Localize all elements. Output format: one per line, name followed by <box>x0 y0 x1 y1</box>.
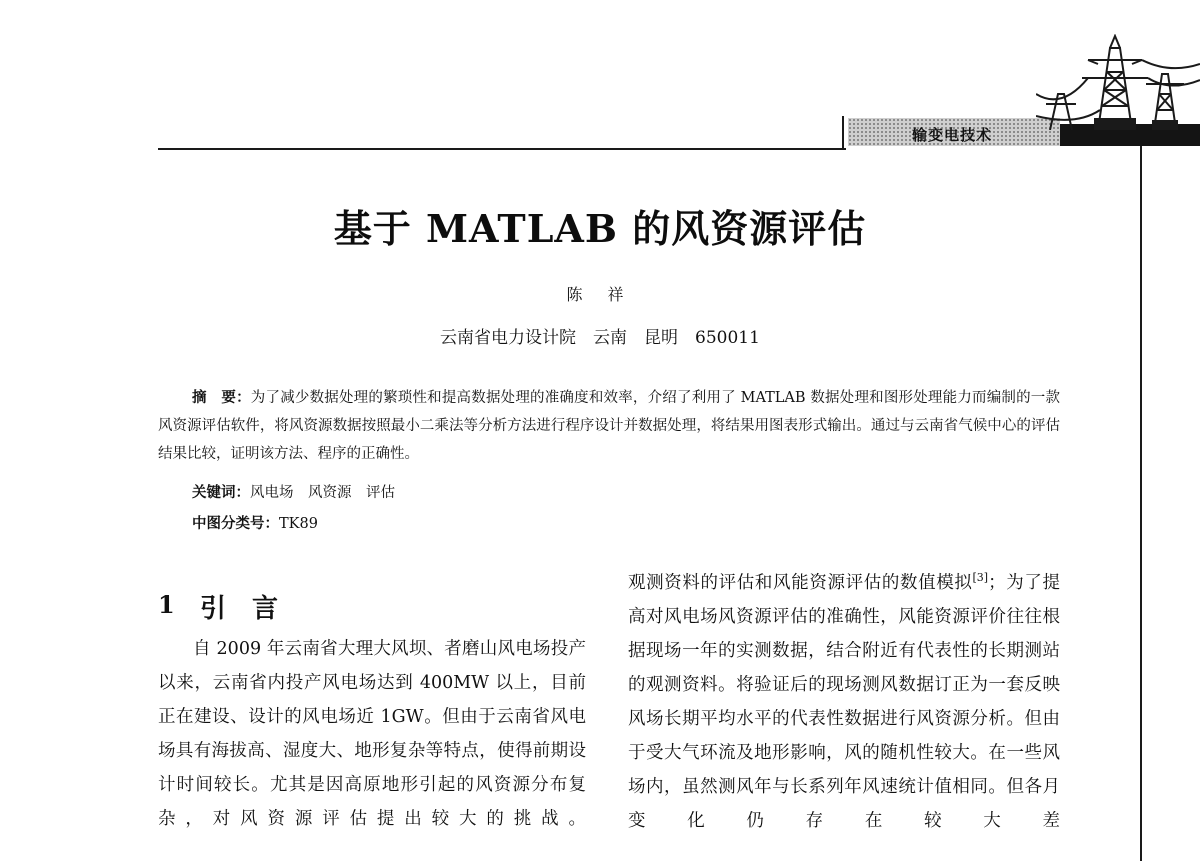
body-left-column <box>158 632 586 836</box>
intro-paragraph: 自 2009 年云南省大理大风坝、者磨山风电场投产以来，云南省内投产风电场达到 400MW 以上，目前正在建设、设计的风电场近 1GW。但由于云南省风电场具有海拔高、湿度大、地形复杂等特点，使得前期设计时间较长。尤其是因高原地形引起的风资源分布复杂，对风资源评估提出较大的挑战。 <box>158 639 586 829</box>
abstract-label: 摘 要： <box>192 390 251 406</box>
header-rule <box>158 148 846 150</box>
section-title: 引言 <box>200 594 305 624</box>
classification <box>192 512 318 533</box>
classification-label: 中图分类号： <box>192 516 279 532</box>
author-name: 陈 祥 <box>566 285 634 304</box>
keywords <box>192 481 395 502</box>
page-right-rule <box>1140 146 1142 861</box>
header-section-label: 输变电技术 <box>912 126 993 144</box>
right-text-part2: ；为了提高对风电场风资源评估的准确性，风能资源评价往往根据现场一年的实测数据，结合附近有代表性的长期测站的观测资料。将验证后的现场测风数据订正为一套反映风场长期平均水平的代表性数据进行风资源分析。但由于受大气环流及地形影响，风的随机性较大。在一些风场内，虽然测风年与长系列年风速统计值相同。但各月变化仍存在较大差 <box>628 573 1061 831</box>
keywords-text: 风电场 风资源 评估 <box>250 485 395 501</box>
classification-text: TK89 <box>279 516 318 532</box>
right-text-part1: 观测资料的评估和风能资源评估的数值模拟 <box>628 573 973 593</box>
citation-ref: [3] <box>972 571 989 585</box>
section-number: 1 <box>158 590 175 619</box>
paper-title: 基于 MATLAB 的风资源评估 <box>333 206 867 251</box>
keywords-label: 关键词： <box>192 485 250 501</box>
abstract-text: 为了减少数据处理的繁琐性和提高数据处理的准确度和效率，介绍了利用了 MATLAB 数据处理和图形处理能力而编制的一款风资源评估软件，将风资源数据按照最小二乘法等分析方法进行程序设计并数据处理，将结果用图表形式输出。通过与云南省气候中心的评估结果比较，证明该方法、程序的正确性。 <box>158 390 1061 462</box>
power-tower-icon <box>1036 34 1200 130</box>
abstract <box>158 384 1060 468</box>
author-affiliation: 云南省电力设计院 云南 昆明 650011 <box>440 328 760 348</box>
body-right-column <box>628 566 1060 838</box>
